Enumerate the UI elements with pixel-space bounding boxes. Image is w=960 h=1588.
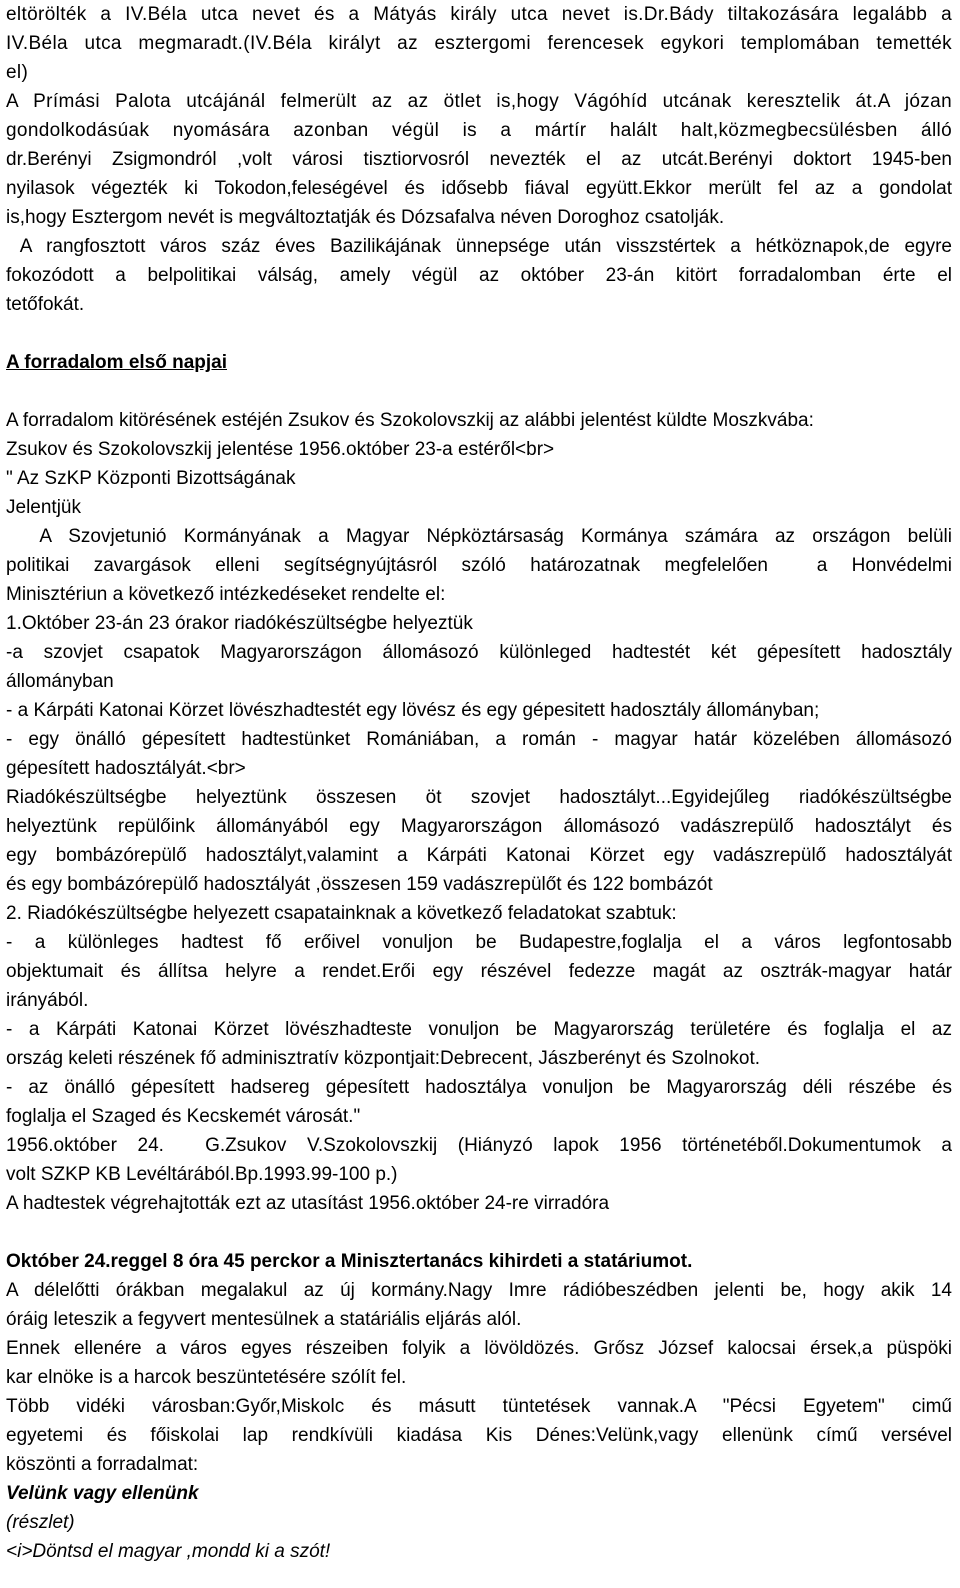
- text-line: A forradalom kitörésének estéjén Zsukov és Szokolovszkij az alábbi jelentést küldte Moszkvába:: [6, 410, 814, 431]
- text-line: A Szovjetunió Kormányának a Magyar Népköztársaság Kormánya számára az országon belüli: [6, 526, 952, 547]
- spacer: [6, 1218, 952, 1247]
- text-line: óráig leteszik a fegyvert mentesülnek a statáriális eljárás alól.: [6, 1309, 522, 1330]
- poem-note: (részlet): [6, 1512, 75, 1533]
- text-line: helyeztünk repülőink állományából egy Magyarországon állomásozó vadászrepülő hadosztályt és: [6, 816, 952, 837]
- text-line: Ennek ellenére a város egyes részeiben folyik a lövöldözés. Grősz József kalocsai érsek,a püspöki: [6, 1338, 952, 1359]
- text-line: 1.Október 23-án 23 órakor riadókészültségbe helyeztük: [6, 613, 473, 634]
- text-line: és egy bombázórepülő hadosztályát ,összesen 159 vadászrepülőt és 122 bombázót: [6, 874, 713, 895]
- text-line: gépesített hadosztályát.<br>: [6, 758, 246, 779]
- spacer: [6, 319, 952, 348]
- text-line: foglalja el Szaged és Kecskemét városát.": [6, 1106, 361, 1127]
- text-line: egyetemi és főiskolai lap rendkívüli kiadása Kis Dénes:Velünk,vagy ellenünk című versével: [6, 1425, 952, 1446]
- text-line: Több vidéki városban:Győr,Miskolc és másutt tüntetések vannak.A "Pécsi Egyetem" cimű: [6, 1396, 952, 1417]
- text-line: A hadtestek végrehajtották ezt az utasítást 1956.október 24-re virradóra: [6, 1193, 610, 1214]
- text-line: - egy önálló gépesített hadtestünket Romániában, a román - magyar határ közelében állomásozó: [6, 729, 952, 750]
- text-line: objektumait és állítsa helyre a rendet.Erői egy részével fedezze magát az osztrák-magyar határ: [6, 961, 952, 982]
- text-line: fokozódott a belpolitikai válság, amely végül az október 23-án kitört forradalomban érte el: [6, 265, 952, 286]
- text-line: volt SZKP KB Levéltárából.Bp.1993.99-100 p.): [6, 1164, 398, 1185]
- text-line: tetőfokát.: [6, 294, 85, 315]
- text-line: eltörölték a IV.Béla utca nevet és a Mátyás király utca nevet is.Dr.Bády tiltakozására legalább a: [6, 4, 952, 25]
- spacer: [6, 377, 952, 406]
- text-line: IV.Béla utca megmaradt.(IV.Béla királyt az esztergomi ferencesek egykori templomában temették: [6, 33, 952, 54]
- date-heading: Október 24.reggel 8 óra 45 perckor a Minisztertanács kihirdeti a statáriumot.: [6, 1251, 693, 1272]
- section-heading: A forradalom első napjai: [6, 352, 228, 373]
- text-line: 2. Riadókészültségbe helyezett csapatainknak a következő feladatokat szabtuk:: [6, 903, 677, 924]
- poem-title: Velünk vagy ellenünk: [6, 1483, 199, 1504]
- text-line: Zsukov és Szokolovszkij jelentése 1956.október 23-a estéről<br>: [6, 439, 555, 460]
- text-line: nyilasok végezték ki Tokodon,feleségével és idősebb fiával együtt.Ekkor merült fel az a gondolat: [6, 178, 952, 199]
- text-line: A rangfosztott város száz éves Bazilikájának ünnepsége után visszstértek a hétköznapok,de egyre: [6, 236, 952, 257]
- text-line: irányából.: [6, 990, 89, 1011]
- text-line: - az önálló gépesített hadsereg gépesített hadosztálya vonuljon be Magyarország déli részébe és: [6, 1077, 952, 1098]
- poem-line: <i>Döntsd el magyar ,mondd ki a szót!: [6, 1541, 331, 1562]
- text-line: Jelentjük: [6, 497, 81, 518]
- text-line: Minisztériun a következő intézkedéseket rendelte el:: [6, 584, 446, 605]
- text-line: " Az SzKP Központi Bizottságának: [6, 468, 296, 489]
- intro-section: [6, 0, 952, 319]
- text-line: állományban: [6, 671, 114, 692]
- text-line: el): [6, 62, 29, 83]
- text-line: dr.Berényi Zsigmondról ,volt városi tisztiorvosról nevezték el az utcát.Berényi doktort 1945-ben: [6, 149, 952, 170]
- text-line: ország keleti részének fő adminisztratív központjait:Debrecent, Jászberényt és Szolnokot.: [6, 1048, 761, 1069]
- oct24-section: [6, 1276, 952, 1479]
- text-line: A Prímási Palota utcájánál felmerült az az ötlet is,hogy Vágóhíd utcának keresztelik át.A józan: [6, 91, 952, 112]
- text-line: - a különleges hadtest fő erőivel vonuljon be Budapestre,foglalja el a város legfontosabb: [6, 932, 952, 953]
- text-line: 1956.október 24. G.Zsukov V.Szokolovszkij (Hiányzó lapok 1956 történetéből.Dokumentumok a: [6, 1135, 952, 1156]
- text-line: köszönti a forradalmat:: [6, 1454, 199, 1475]
- text-line: Riadókészültségbe helyeztünk összesen öt szovjet hadosztályt...Egyidejűleg riadókészültségbe: [6, 787, 952, 808]
- text-line: kar elnöke is a harcok beszüntetésére szólít fel.: [6, 1367, 407, 1388]
- text-line: - a Kárpáti Katonai Körzet lövészhadtestét egy lövész és egy gépesitett hadosztály állományban;: [6, 700, 820, 721]
- text-line: is,hogy Esztergom nevét is megváltoztatják és Dózsafalva néven Doroghoz csatolják.: [6, 207, 725, 228]
- text-line: - a Kárpáti Katonai Körzet lövészhadteste vonuljon be Magyarország területére és foglalja el az: [6, 1019, 952, 1040]
- text-line: egy bombázórepülő hadosztályt,valamint a Kárpáti Katonai Körzet egy vadászrepülő hadosztályát: [6, 845, 952, 866]
- text-line: A délelőtti órákban megalakul az új kormány.Nagy Imre rádióbeszédben jelenti be, hogy akik 14: [6, 1280, 952, 1301]
- text-line: gondolkodásúak nyomására azonban végül is a mártír halált halt,közmegbecsülésben álló: [6, 120, 952, 141]
- text-line: -a szovjet csapatok Magyarországon állomásozó különleged hadtestét két gépesített hadosztály: [6, 642, 952, 663]
- document-page: [6, 0, 952, 1566]
- report-section: [6, 406, 952, 1218]
- text-line: politikai zavargások elleni segítségnyújtásról szóló határozatnak megfelelően a Honvédelmi: [6, 555, 952, 576]
